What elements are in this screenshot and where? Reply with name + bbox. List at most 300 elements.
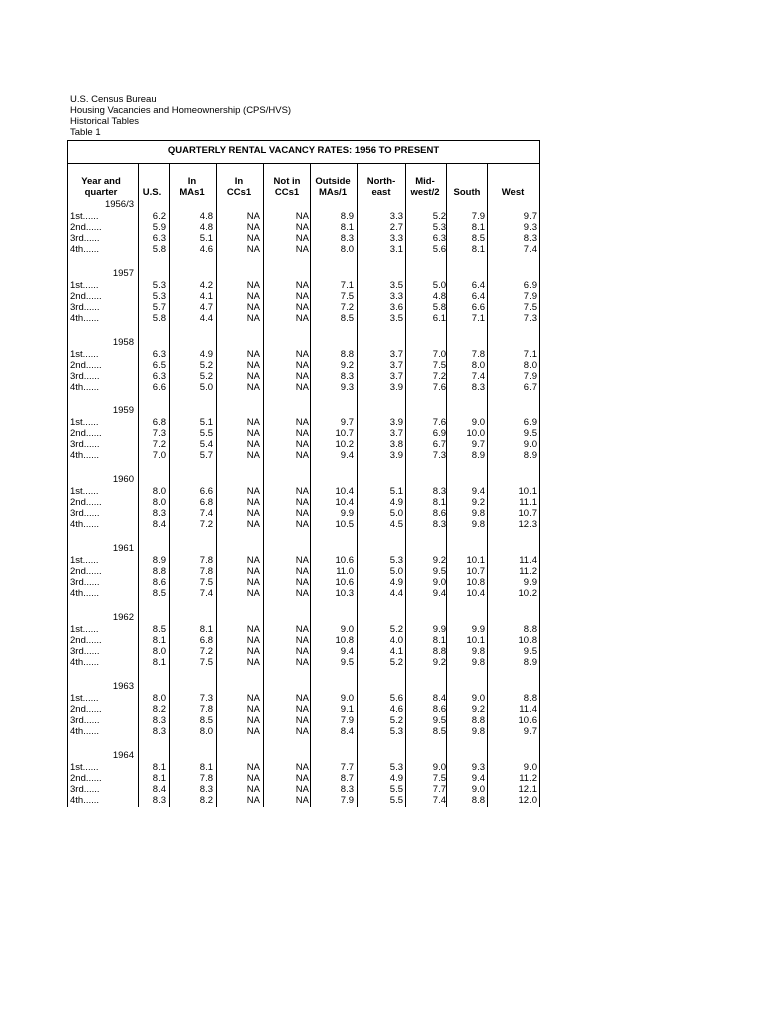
cell-not_in_ccs: NA <box>295 519 309 530</box>
cell-in_ccs: NA <box>246 450 260 461</box>
cell-midwest: 9.2 <box>432 555 446 566</box>
quarter-label: 3rd...... <box>70 508 100 519</box>
cell-northeast: 4.9 <box>389 773 403 784</box>
cell-south: 9.9 <box>471 624 485 635</box>
cell-in_ccs: NA <box>246 280 260 291</box>
cell-in_mas: 8.5 <box>199 715 213 726</box>
quarter-label: 2nd...... <box>70 566 102 577</box>
cell-us: 8.0 <box>152 486 166 497</box>
cell-west: 10.2 <box>518 588 537 599</box>
cell-northeast: 3.7 <box>389 371 403 382</box>
cell-in_mas: 7.5 <box>199 657 213 668</box>
quarter-label: 2nd...... <box>70 222 102 233</box>
cell-us: 6.5 <box>152 360 166 371</box>
cell-not_in_ccs: NA <box>295 291 309 302</box>
cell-us: 8.4 <box>152 519 166 530</box>
cell-west: 6.9 <box>523 417 537 428</box>
cell-west: 8.8 <box>523 624 537 635</box>
column-header-south-line2: South <box>453 187 481 198</box>
cell-us: 8.0 <box>152 693 166 704</box>
cell-us: 7.0 <box>152 450 166 461</box>
cell-south: 9.8 <box>471 508 485 519</box>
cell-midwest: 8.8 <box>432 646 446 657</box>
cell-west: 7.4 <box>523 244 537 255</box>
cell-west: 9.7 <box>523 211 537 222</box>
cell-outside_mas: 9.9 <box>340 508 354 519</box>
cell-us: 8.6 <box>152 577 166 588</box>
cell-in_ccs: NA <box>246 371 260 382</box>
cell-northeast: 5.2 <box>389 715 403 726</box>
cell-midwest: 5.0 <box>432 280 446 291</box>
header-table-number: Table 1 <box>70 127 101 138</box>
cell-south: 6.4 <box>471 280 485 291</box>
cell-in_ccs: NA <box>246 382 260 393</box>
column-header-label-line2: quarter <box>84 187 118 198</box>
cell-northeast: 3.9 <box>389 382 403 393</box>
cell-not_in_ccs: NA <box>295 360 309 371</box>
cell-in_ccs: NA <box>246 784 260 795</box>
cell-midwest: 7.5 <box>432 773 446 784</box>
cell-in_mas: 5.0 <box>199 382 213 393</box>
column-header-us-line2: U.S. <box>142 187 162 198</box>
cell-northeast: 3.7 <box>389 349 403 360</box>
cell-in_ccs: NA <box>246 519 260 530</box>
cell-not_in_ccs: NA <box>295 657 309 668</box>
quarter-label: 4th...... <box>70 450 100 461</box>
quarter-label: 4th...... <box>70 382 100 393</box>
quarter-label: 2nd...... <box>70 773 102 784</box>
cell-in_mas: 7.4 <box>199 588 213 599</box>
cell-west: 6.9 <box>523 280 537 291</box>
column-header-west-line2: West <box>501 187 525 198</box>
cell-south: 9.0 <box>471 693 485 704</box>
header-section: Historical Tables <box>70 116 139 127</box>
cell-not_in_ccs: NA <box>295 508 309 519</box>
cell-in_mas: 5.1 <box>199 417 213 428</box>
quarter-label: 2nd...... <box>70 704 102 715</box>
column-header-label-line1: Year and <box>81 176 121 187</box>
cell-not_in_ccs: NA <box>295 646 309 657</box>
cell-in_ccs: NA <box>246 762 260 773</box>
cell-west: 9.3 <box>523 222 537 233</box>
cell-outside_mas: 11.0 <box>336 566 354 577</box>
cell-not_in_ccs: NA <box>295 577 309 588</box>
cell-in_mas: 4.1 <box>199 291 213 302</box>
cell-in_mas: 5.1 <box>199 233 213 244</box>
cell-northeast: 3.8 <box>389 439 403 450</box>
column-divider <box>487 163 488 807</box>
cell-outside_mas: 9.1 <box>340 704 354 715</box>
cell-midwest: 5.6 <box>432 244 446 255</box>
cell-in_mas: 8.0 <box>199 726 213 737</box>
cell-us: 8.4 <box>152 784 166 795</box>
cell-outside_mas: 10.7 <box>335 428 354 439</box>
cell-in_mas: 5.4 <box>199 439 213 450</box>
cell-midwest: 8.6 <box>432 704 446 715</box>
cell-outside_mas: 8.5 <box>340 313 354 324</box>
cell-midwest: 8.4 <box>432 693 446 704</box>
cell-northeast: 5.3 <box>389 726 403 737</box>
cell-outside_mas: 10.8 <box>335 635 354 646</box>
column-divider <box>357 163 358 807</box>
cell-not_in_ccs: NA <box>295 704 309 715</box>
cell-in_ccs: NA <box>246 635 260 646</box>
cell-south: 10.1 <box>466 635 485 646</box>
cell-south: 7.8 <box>471 349 485 360</box>
cell-not_in_ccs: NA <box>295 624 309 635</box>
cell-midwest: 6.3 <box>432 233 446 244</box>
quarter-label: 1st...... <box>70 762 99 773</box>
cell-not_in_ccs: NA <box>295 417 309 428</box>
cell-south: 7.4 <box>471 371 485 382</box>
quarter-label: 3rd...... <box>70 439 100 450</box>
quarter-label: 2nd...... <box>70 497 102 508</box>
cell-midwest: 8.1 <box>432 497 446 508</box>
cell-west: 11.4 <box>519 704 537 715</box>
cell-in_ccs: NA <box>246 222 260 233</box>
cell-in_mas: 6.8 <box>199 497 213 508</box>
cell-outside_mas: 7.9 <box>340 795 354 806</box>
cell-west: 11.2 <box>519 566 537 577</box>
year-label: 1958 <box>112 337 134 348</box>
cell-south: 9.8 <box>471 726 485 737</box>
cell-outside_mas: 9.5 <box>340 657 354 668</box>
cell-northeast: 4.5 <box>389 519 403 530</box>
cell-south: 8.5 <box>471 233 485 244</box>
cell-west: 9.0 <box>523 762 537 773</box>
quarter-label: 3rd...... <box>70 784 100 795</box>
cell-northeast: 5.2 <box>389 624 403 635</box>
cell-us: 6.3 <box>152 349 166 360</box>
cell-not_in_ccs: NA <box>295 280 309 291</box>
cell-outside_mas: 9.3 <box>340 382 354 393</box>
cell-west: 11.1 <box>519 497 537 508</box>
cell-west: 12.3 <box>518 519 537 530</box>
cell-outside_mas: 8.7 <box>340 773 354 784</box>
cell-in_mas: 5.2 <box>199 371 213 382</box>
cell-in_ccs: NA <box>246 428 260 439</box>
cell-in_ccs: NA <box>246 360 260 371</box>
cell-in_ccs: NA <box>246 417 260 428</box>
cell-not_in_ccs: NA <box>295 795 309 806</box>
cell-outside_mas: 10.4 <box>335 497 354 508</box>
cell-us: 6.6 <box>152 382 166 393</box>
cell-south: 8.1 <box>471 244 485 255</box>
cell-in_mas: 7.8 <box>199 704 213 715</box>
cell-west: 12.1 <box>518 784 537 795</box>
cell-us: 8.5 <box>152 624 166 635</box>
cell-outside_mas: 8.1 <box>340 222 354 233</box>
quarter-label: 2nd...... <box>70 428 102 439</box>
cell-outside_mas: 9.2 <box>340 360 354 371</box>
cell-in_mas: 6.6 <box>199 486 213 497</box>
quarter-label: 4th...... <box>70 313 100 324</box>
cell-not_in_ccs: NA <box>295 693 309 704</box>
cell-in_mas: 5.7 <box>199 450 213 461</box>
cell-not_in_ccs: NA <box>295 762 309 773</box>
cell-in_mas: 4.4 <box>199 313 213 324</box>
cell-northeast: 5.0 <box>389 566 403 577</box>
header-survey: Housing Vacancies and Homeownership (CPS/HVS) <box>70 105 292 116</box>
cell-not_in_ccs: NA <box>295 486 309 497</box>
cell-outside_mas: 7.5 <box>340 291 354 302</box>
year-label: 1959 <box>112 405 134 416</box>
cell-south: 8.8 <box>471 795 485 806</box>
cell-midwest: 7.6 <box>432 417 446 428</box>
cell-outside_mas: 10.3 <box>335 588 354 599</box>
cell-us: 6.3 <box>152 371 166 382</box>
cell-midwest: 7.3 <box>432 450 446 461</box>
cell-in_mas: 7.8 <box>199 555 213 566</box>
cell-in_ccs: NA <box>246 624 260 635</box>
cell-west: 8.0 <box>523 360 537 371</box>
cell-in_ccs: NA <box>246 577 260 588</box>
cell-us: 8.3 <box>152 715 166 726</box>
cell-not_in_ccs: NA <box>295 211 309 222</box>
cell-west: 7.5 <box>523 302 537 313</box>
cell-northeast: 3.9 <box>389 417 403 428</box>
cell-south: 9.4 <box>471 486 485 497</box>
quarter-label: 3rd...... <box>70 371 100 382</box>
cell-midwest: 5.2 <box>432 211 446 222</box>
cell-us: 5.3 <box>152 291 166 302</box>
cell-outside_mas: 7.1 <box>340 280 354 291</box>
cell-in_ccs: NA <box>246 657 260 668</box>
cell-northeast: 2.7 <box>389 222 403 233</box>
cell-outside_mas: 7.9 <box>340 715 354 726</box>
cell-not_in_ccs: NA <box>295 439 309 450</box>
cell-not_in_ccs: NA <box>295 313 309 324</box>
cell-northeast: 3.7 <box>389 360 403 371</box>
cell-northeast: 3.7 <box>389 428 403 439</box>
cell-northeast: 3.5 <box>389 280 403 291</box>
cell-in_ccs: NA <box>246 302 260 313</box>
year-label: 1960 <box>112 474 134 485</box>
cell-west: 8.3 <box>523 233 537 244</box>
cell-south: 8.8 <box>471 715 485 726</box>
cell-northeast: 5.0 <box>389 508 403 519</box>
cell-us: 8.1 <box>152 773 166 784</box>
cell-in_ccs: NA <box>246 497 260 508</box>
cell-in_mas: 7.8 <box>199 566 213 577</box>
cell-west: 9.5 <box>523 428 537 439</box>
cell-west: 8.9 <box>523 657 537 668</box>
cell-us: 8.3 <box>152 508 166 519</box>
cell-outside_mas: 7.7 <box>340 762 354 773</box>
cell-northeast: 3.3 <box>389 291 403 302</box>
cell-northeast: 5.3 <box>389 762 403 773</box>
quarter-label: 1st...... <box>70 624 99 635</box>
cell-northeast: 3.9 <box>389 450 403 461</box>
year-label: 1963 <box>112 681 134 692</box>
cell-west: 11.2 <box>519 773 537 784</box>
quarter-label: 4th...... <box>70 726 100 737</box>
cell-midwest: 9.5 <box>432 715 446 726</box>
quarter-label: 1st...... <box>70 211 99 222</box>
cell-us: 8.1 <box>152 762 166 773</box>
cell-northeast: 4.4 <box>389 588 403 599</box>
cell-in_mas: 7.5 <box>199 577 213 588</box>
cell-west: 9.7 <box>523 726 537 737</box>
cell-northeast: 5.5 <box>389 795 403 806</box>
cell-not_in_ccs: NA <box>295 371 309 382</box>
quarter-label: 3rd...... <box>70 302 100 313</box>
cell-south: 6.6 <box>471 302 485 313</box>
cell-northeast: 3.1 <box>389 244 403 255</box>
quarter-label: 1st...... <box>70 280 99 291</box>
cell-northeast: 5.2 <box>389 657 403 668</box>
cell-outside_mas: 9.0 <box>340 693 354 704</box>
cell-outside_mas: 10.6 <box>335 577 354 588</box>
cell-south: 8.0 <box>471 360 485 371</box>
cell-in_mas: 4.7 <box>199 302 213 313</box>
quarter-label: 4th...... <box>70 657 100 668</box>
cell-midwest: 7.2 <box>432 371 446 382</box>
cell-south: 9.0 <box>471 417 485 428</box>
cell-south: 8.9 <box>471 450 485 461</box>
cell-outside_mas: 8.9 <box>340 211 354 222</box>
quarter-label: 3rd...... <box>70 715 100 726</box>
cell-south: 10.4 <box>466 588 485 599</box>
cell-in_mas: 8.1 <box>199 762 213 773</box>
cell-not_in_ccs: NA <box>295 233 309 244</box>
cell-in_ccs: NA <box>246 555 260 566</box>
cell-west: 10.7 <box>518 508 537 519</box>
cell-in_ccs: NA <box>246 646 260 657</box>
cell-west: 7.9 <box>523 291 537 302</box>
cell-midwest: 9.0 <box>432 577 446 588</box>
quarter-label: 2nd...... <box>70 635 102 646</box>
cell-midwest: 4.8 <box>432 291 446 302</box>
cell-us: 6.3 <box>152 233 166 244</box>
cell-northeast: 3.3 <box>389 211 403 222</box>
column-header-midwest-line2: west/2 <box>410 187 440 198</box>
cell-us: 8.0 <box>152 497 166 508</box>
cell-us: 7.3 <box>152 428 166 439</box>
cell-northeast: 5.6 <box>389 693 403 704</box>
cell-south: 10.1 <box>466 555 485 566</box>
cell-in_mas: 5.5 <box>199 428 213 439</box>
cell-us: 8.5 <box>152 588 166 599</box>
cell-in_mas: 7.8 <box>199 773 213 784</box>
cell-south: 8.3 <box>471 382 485 393</box>
cell-outside_mas: 9.4 <box>340 450 354 461</box>
cell-northeast: 4.9 <box>389 577 403 588</box>
cell-in_mas: 4.8 <box>199 222 213 233</box>
cell-west: 9.5 <box>523 646 537 657</box>
cell-in_mas: 8.3 <box>199 784 213 795</box>
cell-not_in_ccs: NA <box>295 566 309 577</box>
cell-west: 10.8 <box>518 635 537 646</box>
cell-west: 7.9 <box>523 371 537 382</box>
cell-us: 8.0 <box>152 646 166 657</box>
column-header-northeast-line1: North- <box>366 176 396 187</box>
cell-south: 9.8 <box>471 519 485 530</box>
cell-us: 5.8 <box>152 313 166 324</box>
cell-not_in_ccs: NA <box>295 715 309 726</box>
cell-midwest: 9.0 <box>432 762 446 773</box>
cell-midwest: 9.5 <box>432 566 446 577</box>
cell-midwest: 9.2 <box>432 657 446 668</box>
year-label: 1964 <box>112 750 134 761</box>
column-header-outside_mas-line2: MAs/1 <box>319 187 347 198</box>
column-header-in_ccs-line2: CCs1 <box>226 187 252 198</box>
cell-in_ccs: NA <box>246 795 260 806</box>
column-header-not_in_ccs-line2: CCs1 <box>274 187 300 198</box>
cell-midwest: 6.7 <box>432 439 446 450</box>
cell-outside_mas: 10.2 <box>335 439 354 450</box>
cell-in_ccs: NA <box>246 313 260 324</box>
cell-not_in_ccs: NA <box>295 428 309 439</box>
cell-not_in_ccs: NA <box>295 773 309 784</box>
cell-northeast: 4.9 <box>389 497 403 508</box>
cell-northeast: 3.6 <box>389 302 403 313</box>
cell-in_ccs: NA <box>246 726 260 737</box>
cell-outside_mas: 8.3 <box>340 784 354 795</box>
quarter-label: 1st...... <box>70 693 99 704</box>
cell-west: 8.9 <box>523 450 537 461</box>
quarter-label: 3rd...... <box>70 577 100 588</box>
cell-not_in_ccs: NA <box>295 302 309 313</box>
cell-us: 5.7 <box>152 302 166 313</box>
column-header-outside_mas-line1: Outside <box>315 176 351 187</box>
cell-south: 9.7 <box>471 439 485 450</box>
cell-northeast: 4.6 <box>389 704 403 715</box>
cell-in_ccs: NA <box>246 244 260 255</box>
column-header-in_ccs-line1: In <box>234 176 244 187</box>
cell-outside_mas: 7.2 <box>340 302 354 313</box>
quarter-label: 2nd...... <box>70 291 102 302</box>
cell-in_mas: 7.2 <box>199 646 213 657</box>
column-header-northeast-line2: east <box>371 187 391 198</box>
cell-northeast: 3.3 <box>389 233 403 244</box>
cell-midwest: 5.3 <box>432 222 446 233</box>
cell-us: 5.3 <box>152 280 166 291</box>
year-label: 1961 <box>112 543 134 554</box>
cell-west: 7.1 <box>523 349 537 360</box>
cell-outside_mas: 10.6 <box>335 555 354 566</box>
cell-midwest: 8.1 <box>432 635 446 646</box>
cell-us: 8.1 <box>152 635 166 646</box>
cell-midwest: 8.5 <box>432 726 446 737</box>
column-divider <box>263 163 264 807</box>
year-label: 1962 <box>112 612 134 623</box>
cell-northeast: 4.1 <box>389 646 403 657</box>
cell-outside_mas: 10.5 <box>335 519 354 530</box>
cell-us: 8.3 <box>152 726 166 737</box>
cell-outside_mas: 8.4 <box>340 726 354 737</box>
cell-midwest: 8.3 <box>432 519 446 530</box>
cell-south: 9.8 <box>471 646 485 657</box>
cell-south: 6.4 <box>471 291 485 302</box>
cell-midwest: 6.1 <box>432 313 446 324</box>
cell-south: 9.2 <box>471 704 485 715</box>
cell-west: 10.6 <box>518 715 537 726</box>
cell-us: 6.8 <box>152 417 166 428</box>
quarter-label: 1st...... <box>70 555 99 566</box>
cell-not_in_ccs: NA <box>295 222 309 233</box>
cell-outside_mas: 8.8 <box>340 349 354 360</box>
quarter-label: 4th...... <box>70 588 100 599</box>
cell-midwest: 6.9 <box>432 428 446 439</box>
quarter-label: 2nd...... <box>70 360 102 371</box>
cell-us: 8.9 <box>152 555 166 566</box>
cell-in_ccs: NA <box>246 211 260 222</box>
cell-outside_mas: 8.0 <box>340 244 354 255</box>
column-header-in_mas-line1: In <box>187 176 197 187</box>
cell-south: 9.8 <box>471 657 485 668</box>
cell-northeast: 3.5 <box>389 313 403 324</box>
